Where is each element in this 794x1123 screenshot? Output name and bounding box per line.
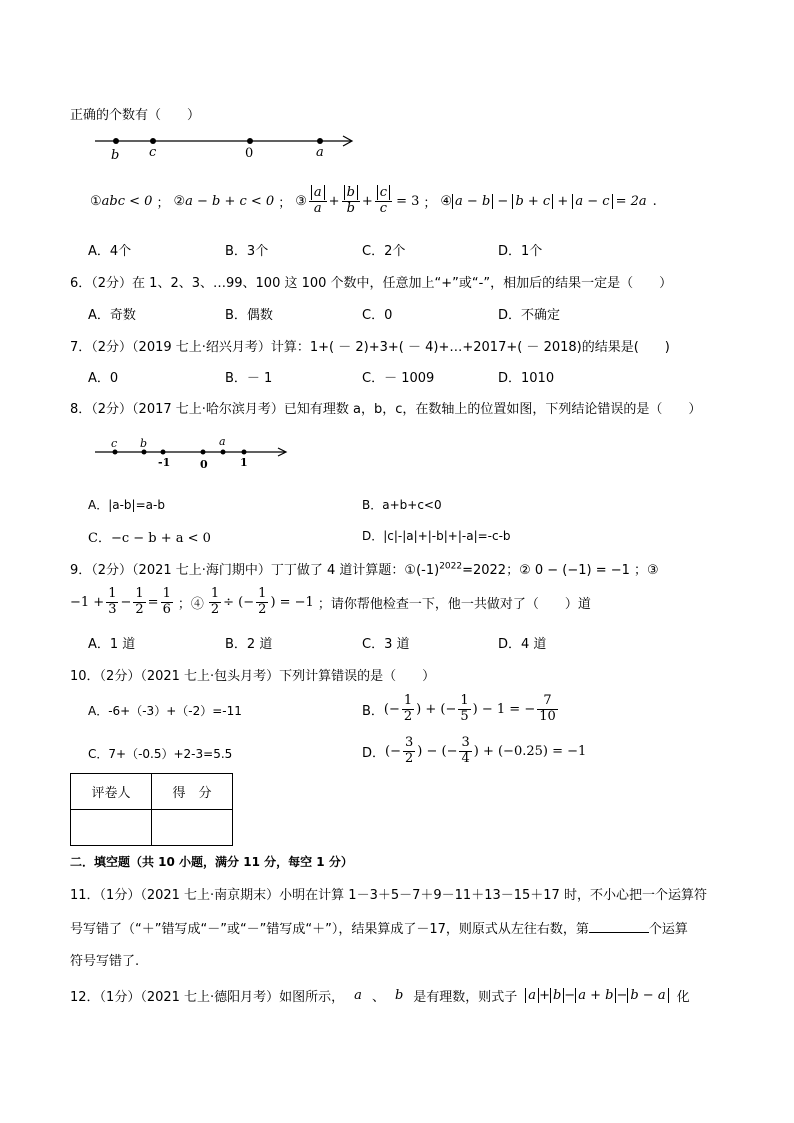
frac-c: $\frac{c}{c}$: [375, 186, 392, 216]
sep2: ；: [278, 195, 292, 211]
q12-expression: a + b − a + b − b − a: [525, 988, 668, 1003]
q5-number-line: [95, 130, 365, 166]
stmt2-circle: ②: [173, 193, 186, 209]
q8-label-1: 1: [240, 456, 248, 469]
point-0: [201, 450, 206, 455]
stmt1-expr: abc < 0: [101, 193, 153, 209]
q8-option-a[interactable]: A．|a-b|=a-b: [88, 498, 165, 512]
score-table: [70, 773, 233, 846]
point-1: [242, 450, 247, 455]
q11-line3: 符号写错了.: [70, 954, 140, 969]
q7-option-d[interactable]: D．1010: [498, 371, 555, 386]
q8-number-line: [95, 440, 290, 470]
q9-exponent: 2022: [439, 561, 463, 572]
stmt4-eq: = 2a: [615, 193, 647, 209]
q5-option-c[interactable]: C．2个: [362, 244, 406, 259]
q5-option-d[interactable]: D．1个: [498, 244, 543, 259]
stmt3-circle: ③: [295, 193, 307, 209]
q5-option-a[interactable]: A．4个: [88, 244, 132, 259]
q6-option-b[interactable]: B．偶数: [225, 308, 273, 323]
q6-option-d[interactable]: D．不确定: [498, 308, 561, 323]
q8-label-c: c: [111, 437, 118, 450]
q11-line1: 11．（1分）（2021 七上·南京期末）小明在计算 1－3＋5－7＋9－11＋13－15＋17 时，不小心把一个运算符: [70, 888, 707, 903]
q5-label-a: a: [316, 145, 324, 160]
q9-line2: −1 + $\frac{1}{3}$ − $\frac{1}{2}$ = $\frac{1}{6}$ ；④ $\frac{1}{2}$ ÷ (− $\frac{1}{2}$ ) = −1 ；请你帮他检查一下，他一共做对了（ ）道: [70, 586, 591, 617]
point-b: [142, 450, 147, 455]
q9-option-c[interactable]: C．3 道: [362, 637, 410, 652]
frac-a: $\frac{a}{a}$: [309, 186, 327, 216]
q6-stem: 6．（2分）在 1、2、3、…99、100 这 100 个数中，任意加上“+”或“-”，相加后的结果一定是（ ）: [70, 276, 673, 291]
q7-stem: 7．（2分）（2019 七上·绍兴月考）计算：1+( － 2)+3+( － 4)+…+2017+( － 2018)的结果是( ): [70, 340, 670, 355]
score-header-score: 得 分: [152, 774, 233, 810]
q8-option-d[interactable]: D．|c|-|a|+|-b|+|-a|=-c-b: [362, 529, 511, 543]
q8-label-neg1: -1: [158, 456, 171, 469]
q10-stem: 10．（2分）（2021 七上·包头月考）下列计算错误的是（ ）: [70, 669, 436, 684]
score-header-grader: 评卷人: [71, 774, 152, 810]
q7-option-a[interactable]: A．0: [88, 371, 119, 386]
stmt4-expr: a − b − b + c + a − c: [452, 194, 613, 209]
point-neg1: [161, 450, 166, 455]
point-c: [113, 450, 118, 455]
q8-label-0: 0: [200, 458, 208, 471]
q9-option-d[interactable]: D．4 道: [498, 637, 547, 652]
score-cell-score[interactable]: [152, 810, 233, 846]
sep1: ；: [156, 195, 170, 211]
q10-option-b[interactable]: B． (− $\frac{1}{2}$ ) + (− $\frac{1}{5}$ ) − 1 = − $\frac{7}{10}$: [362, 693, 556, 724]
q9-option-b[interactable]: B．2 道: [225, 637, 273, 652]
q5-option-b[interactable]: B．3个: [225, 244, 269, 259]
q10-option-d[interactable]: D． (− $\frac{3}{2}$ ) − (− $\frac{3}{4}$ ) + (−0.25) = −1: [362, 735, 587, 766]
q8-stem: 8．（2分）（2017 七上·哈尔滨月考）已知有理数 a，b，c，在数轴上的位置如图，下列结论错误的是（ ）: [70, 402, 702, 417]
q8-label-b: b: [140, 437, 148, 450]
q6-option-a[interactable]: A．奇数: [88, 308, 136, 323]
q8-option-b[interactable]: B．a+b+c<0: [362, 498, 442, 512]
stmt4-circle: ④: [440, 193, 453, 209]
q5-label-0: 0: [245, 146, 254, 161]
point-0: [247, 138, 253, 144]
q7-option-c[interactable]: C．－ 1009: [362, 371, 435, 386]
q11-blank[interactable]: [589, 920, 649, 933]
q5-label-b: b: [111, 148, 120, 163]
q8-label-a: a: [219, 435, 226, 448]
point-b: [113, 138, 119, 144]
q9-line1: 9．（2分）（2021 七上·海门期中）丁丁做了 4 道计算题：$①(-1)^{2022}=2022$；② 0 − (−1) = −1 ；③: [70, 561, 659, 578]
stmt1-circle: ①: [90, 193, 102, 209]
stmt3-eq: = 3: [396, 193, 420, 209]
q5-stem: 正确的个数有（ ）: [70, 108, 201, 123]
q10-option-a[interactable]: A．-6+（-3）+（-2）=-11: [88, 704, 242, 718]
section2-heading: 二．填空题（共 10 小题，满分 11 分，每空 1 分）: [70, 855, 353, 869]
q12-line1: 12．（1分）（2021 七上·德阳月考）如图所示， a 、 b 是有理数，则式子 a + b − a + b − b − a 化: [70, 988, 690, 1005]
point-c: [150, 138, 156, 144]
q8-option-c[interactable]: C．−c − b + a < 0: [88, 531, 211, 546]
point-a: [221, 450, 226, 455]
q11-line2: 号写错了（“＋”错写成“－”或“－”错写成“＋”），结果算成了－17，则原式从左往右数，第 个运算: [70, 922, 688, 937]
score-cell-grader[interactable]: [71, 810, 152, 846]
frac-b: $\frac{b}{b}$: [342, 186, 360, 216]
q10-option-c[interactable]: C．7+（-0.5）+2-3=5.5: [88, 747, 233, 761]
q9-option-a[interactable]: A．1 道: [88, 637, 136, 652]
q5-statements: ① abc < 0 ； ② a − b + c < 0 ； ③ $\frac{a}{a}$ + $\frac{b}{b}$ + $\frac{c}{c}$ = 3 ； ④ a − b − b + c + a − c = 2a .: [90, 185, 657, 216]
q6-option-c[interactable]: C．0: [362, 308, 393, 323]
stmt2-expr: a − b + c < 0: [185, 193, 275, 209]
q7-option-b[interactable]: B．－ 1: [225, 371, 273, 386]
q5-label-c: c: [149, 145, 157, 160]
point-a: [317, 138, 323, 144]
sep3: ；: [423, 195, 437, 211]
